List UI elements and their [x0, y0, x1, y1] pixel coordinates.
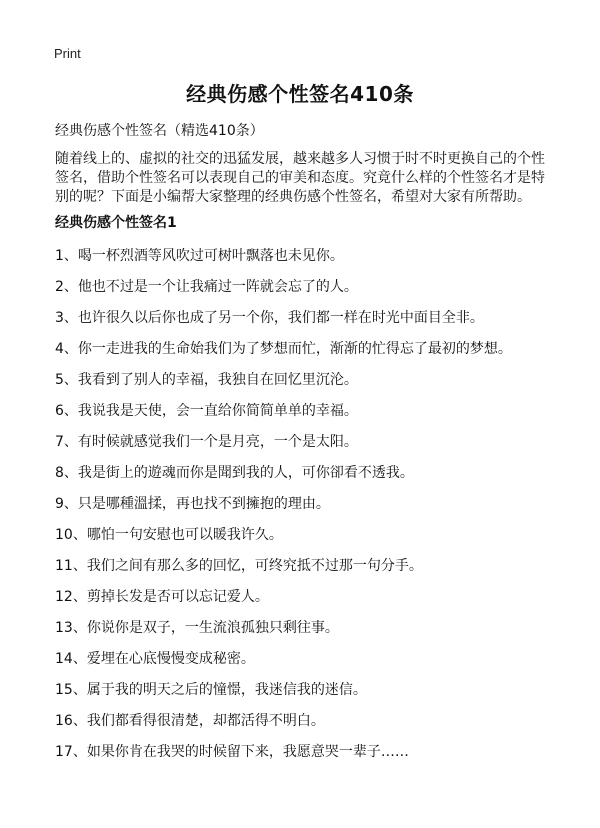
list-item: 11、我们之间有那么多的回忆，可终究抵不过那一句分手。 [55, 558, 423, 574]
list-item: 7、有时候就感觉我们一个是月亮，一个是太阳。 [55, 434, 358, 450]
list-item: 4、你一走进我的生命始我们为了梦想而忙，渐渐的忙得忘了最初的梦想。 [55, 341, 512, 357]
list-item: 17、如果你肯在我哭的时候留下来，我愿意哭一辈子…… [55, 744, 409, 760]
intro-paragraph: 随着线上的、虚拟的社交的迅猛发展，越来越多人习惯于时不时更换自己的个性签名，借助个性签名可以表现自己的审美和态度。究竟什么样的个性签名才是特别的呢？下面是小编帮大家整理的经典伤感个性签名，希望对大家有所帮助。 [55, 151, 545, 205]
page-subtitle: 经典伤感个性签名（精选410条） [55, 123, 264, 139]
list-item: 8、我是街上的遊魂而你是聞到我的人，可你卻看不透我。 [55, 465, 414, 481]
list-item: 1、喝一杯烈酒等风吹过可树叶飘落也未见你。 [55, 248, 344, 264]
page-title: 经典伤感个性签名410条 [186, 82, 414, 106]
list-item: 5、我看到了别人的幸福，我独自在回忆里沉沦。 [55, 372, 358, 388]
list-item: 9、只是哪種溫揉，再也找不到擁抱的理由。 [55, 496, 330, 512]
list-item: 10、哪怕一句安慰也可以暖我许久。 [55, 527, 283, 543]
section-heading: 经典伤感个性签名1 [55, 215, 177, 231]
list-item: 2、他也不过是一个让我痛过一阵就会忘了的人。 [55, 279, 358, 295]
print-label: Print [54, 46, 81, 61]
list-item: 3、也许很久以后你也成了另一个你，我们都一样在时光中面目全非。 [55, 310, 484, 326]
list-item: 14、爱埋在心底慢慢变成秘密。 [55, 651, 255, 667]
list-item: 6、我说我是天使，会一直给你简简单单的幸福。 [55, 403, 358, 419]
signature-list [55, 246, 560, 773]
list-item: 15、属于我的明天之后的憧憬，我迷信我的迷信。 [55, 682, 367, 698]
list-item: 12、剪掉长发是否可以忘记爱人。 [55, 589, 269, 605]
list-item: 13、你说你是双子，一生流浪孤独只剩往事。 [55, 620, 339, 636]
list-item: 16、我们都看得很清楚，却都活得不明白。 [55, 713, 325, 729]
